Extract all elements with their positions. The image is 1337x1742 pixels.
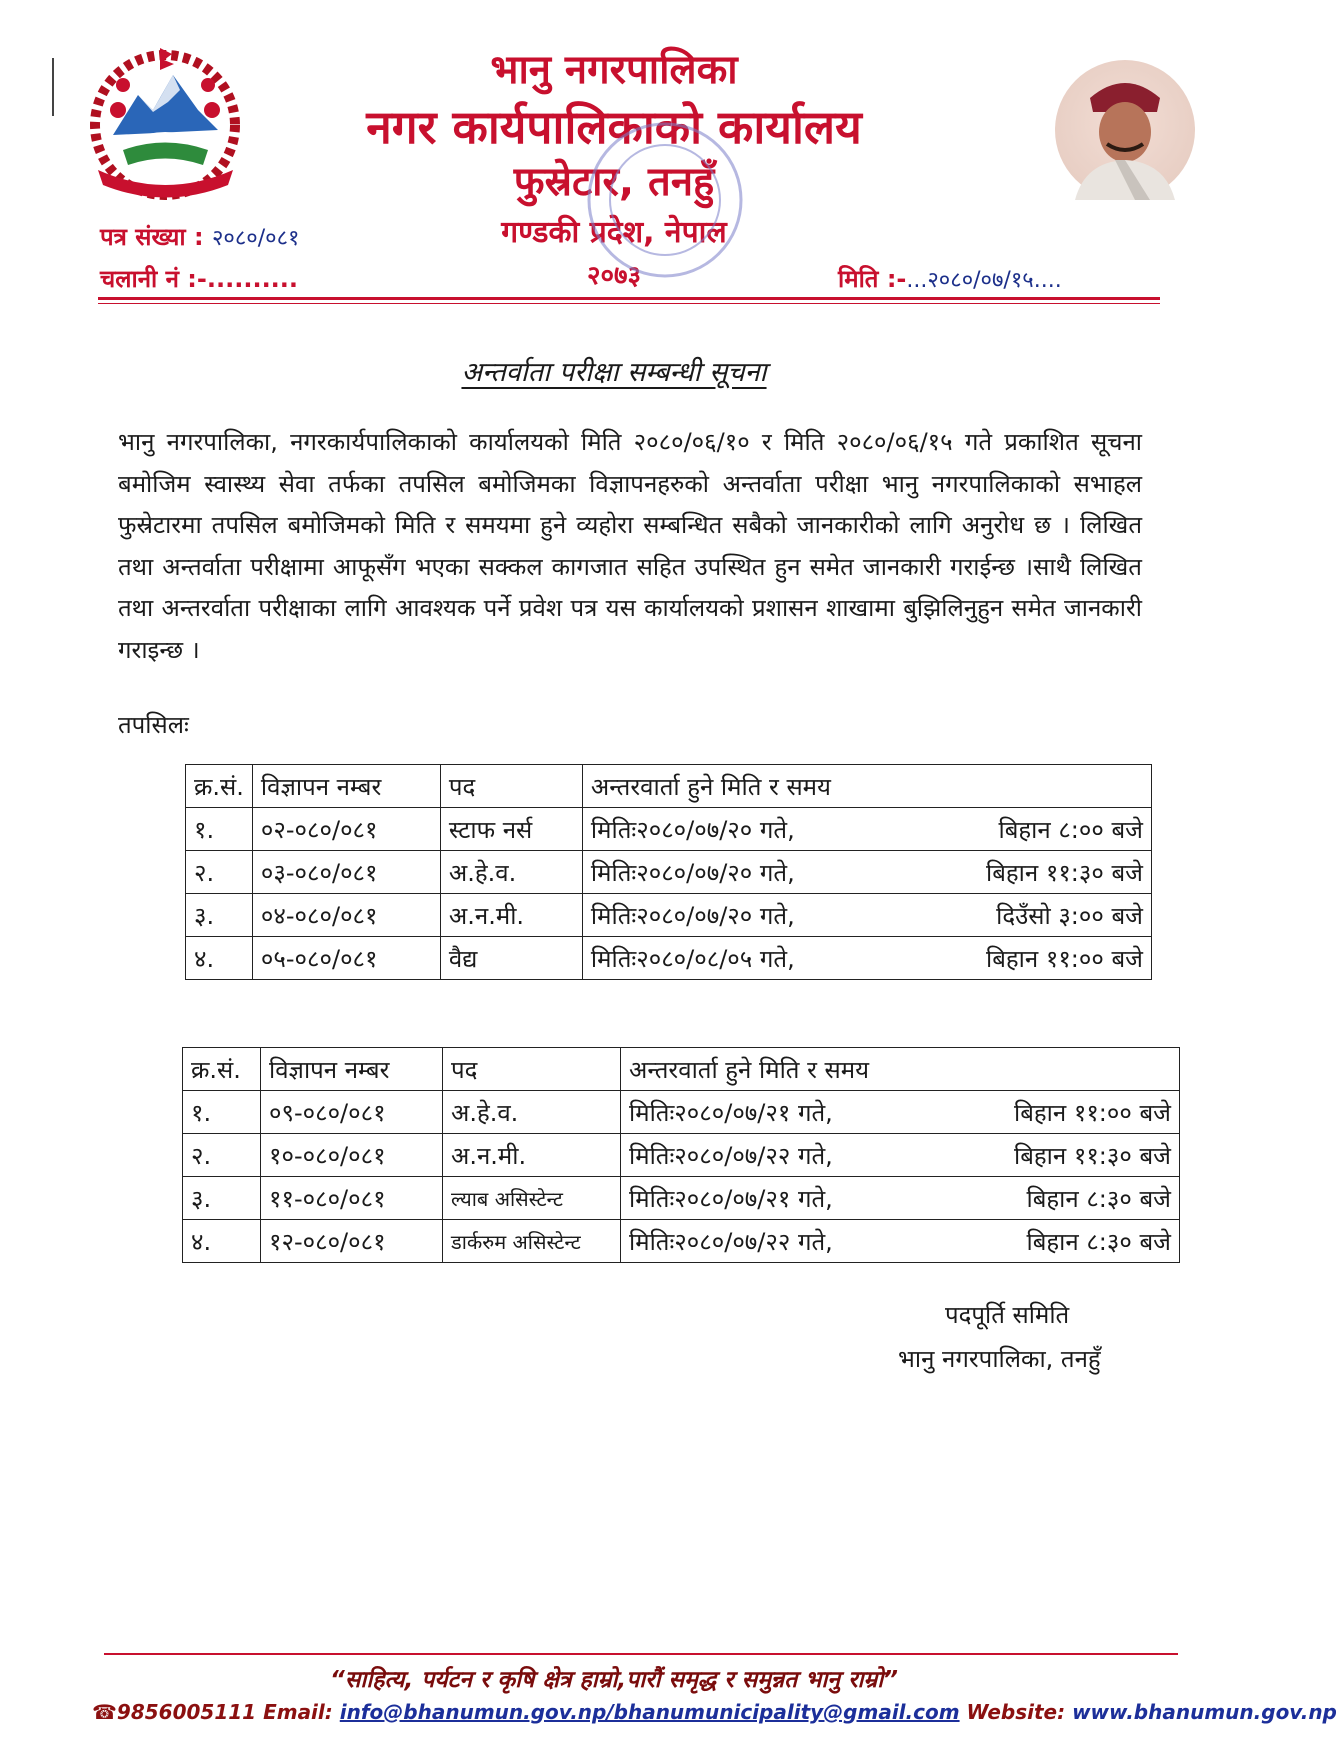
table-row <box>183 1091 1180 1134</box>
interview-schedule-table-1 <box>185 764 1152 980</box>
cell-adv: ११-०८०/०८१ <box>261 1177 443 1220</box>
cell-sn: ३. <box>183 1177 261 1220</box>
notice-subject <box>0 352 1228 389</box>
letter-date-value: ...२०८०/०७/१५.... <box>906 268 1062 293</box>
header-adv-number: विज्ञापन नम्बर <box>252 765 440 808</box>
cell-datetime <box>621 1134 1180 1177</box>
cell-post: अ.हे.व. <box>440 851 582 894</box>
cell-date: मितिः२०८०/०७/२० गते, <box>590 815 795 844</box>
cell-adv: १२-०८०/०८१ <box>261 1220 443 1263</box>
table-header-row <box>183 1048 1180 1091</box>
phone-number: 9856005111 <box>116 1700 257 1724</box>
cell-adv: ०२-०८०/०८१ <box>252 808 440 851</box>
signatory-office: भानु नगरपालिका, तनहुँ <box>898 1345 1101 1373</box>
cell-sn: १. <box>186 808 253 851</box>
established-year: २०७३ <box>586 261 642 291</box>
letter-date-label: मिति :- <box>838 265 907 293</box>
cell-adv: ०३-०८०/०८१ <box>252 851 440 894</box>
cell-sn: ४. <box>183 1220 261 1263</box>
details-label: तपसिलः <box>118 711 189 739</box>
footer-slogan: “साहित्य, पर्यटन र कृषि क्षेत्र हाम्रो,पारौं समृद्ध र समुन्नत भानु राम्रो” <box>330 1667 898 1693</box>
cell-sn: ४. <box>186 937 253 980</box>
cell-time: बिहान ११:३० बजे <box>986 858 1143 887</box>
website-link[interactable]: www.bhanumun.gov.np <box>1072 1700 1337 1724</box>
cell-sn: २. <box>183 1134 261 1177</box>
letter-number-label: पत्र संख्या : <box>100 223 204 251</box>
table-row <box>186 894 1152 937</box>
office-location: फुस्रेटार, तनहुँ <box>513 159 715 205</box>
cell-datetime <box>621 1177 1180 1220</box>
cell-post: डार्करुम असिस्टेन्ट <box>443 1220 621 1263</box>
cell-datetime <box>621 1220 1180 1263</box>
cell-datetime <box>621 1091 1180 1134</box>
cell-post: अ.न.मी. <box>443 1134 621 1177</box>
cell-time: बिहान ११:३० बजे <box>1014 1141 1171 1170</box>
portrait-icon <box>1055 60 1195 200</box>
header-datetime: अन्तरवार्ता हुने मिति र समय <box>582 765 1151 808</box>
cell-datetime <box>582 894 1151 937</box>
cell-adv: ०४-०८०/०८१ <box>252 894 440 937</box>
cell-date: मितिः२०८०/०७/२० गते, <box>590 901 795 930</box>
cell-date: मितिः२०८०/०७/२१ गते, <box>629 1184 833 1213</box>
table-row <box>186 808 1152 851</box>
province-country: गण्डकी प्रदेश, नेपाल <box>501 215 727 250</box>
notice-subject-text: अन्तर्वाता परीक्षा सम्बन्धी सूचना <box>461 357 767 388</box>
table-row <box>183 1220 1180 1263</box>
dispatch-number <box>100 262 298 295</box>
cell-adv: १०-०८०/०८१ <box>261 1134 443 1177</box>
cell-sn: १. <box>183 1091 261 1134</box>
cell-adv: ०९-०८०/०८१ <box>261 1091 443 1134</box>
cell-adv: ०५-०८०/०८१ <box>252 937 440 980</box>
footer-divider <box>104 1653 1178 1655</box>
cell-post: स्टाफ नर्स <box>440 808 582 851</box>
cell-time: बिहान ८:३० बजे <box>1026 1184 1171 1213</box>
cell-time: बिहान ८:०० बजे <box>998 815 1143 844</box>
letter-date <box>838 262 1062 295</box>
office-name: नगर कार्यपालिकाको कार्यालय <box>366 100 862 154</box>
cell-datetime <box>582 808 1151 851</box>
header-divider <box>98 297 1160 300</box>
header-adv-number: विज्ञापन नम्बर <box>261 1048 443 1091</box>
notice-body: भानु नगरपालिका, नगरकार्यपालिकाको कार्यालयको मिति २०८०/०६/१० र मिति २०८०/०६/१५ गते प्रकाशित सूचना बमोजिम स्वास्थ्य सेवा तर्फका तपसिल बमोजिमका विज्ञापनहरुको अन्तर्वाता परीक्षा भानु नगरपालिकाको सभाहल फुस्रेटारमा तपसिल बमोजिमको मिति र समयमा हुने व्यहोरा सम्बन्धित सबैको जानकारीको लागि अनुरोध छ । लिखित तथा अन्तर्वाता परीक्षामा आफूसँग भएका सक्कल कागजात सहित उपस्थित हुन समेत जानकारी गराईन्छ ।साथै लिखित तथा अन्तरर्वाता परीक्षाका लागि आवश्यक पर्ने प्रवेश पत्र यस कार्यालयको प्रशासन शाखामा बुझिलिनुहुन समेत जानकारी गराइन्छ । <box>118 428 1142 664</box>
interview-schedule-table-2 <box>182 1047 1180 1263</box>
cell-time: बिहान ११:०० बजे <box>1014 1098 1171 1127</box>
cell-time: बिहान ११:०० बजे <box>986 944 1143 973</box>
signatory-committee: पदपूर्ति समिति <box>945 1301 1070 1329</box>
email-label: Email: <box>263 1700 333 1724</box>
cell-post: वैद्य <box>440 937 582 980</box>
cell-sn: २. <box>186 851 253 894</box>
header-sn: क्र.सं. <box>186 765 253 808</box>
table-row <box>183 1177 1180 1220</box>
email-link[interactable]: info@bhanumun.gov.np/bhanumunicipality@gmail.com <box>339 1700 960 1724</box>
header-divider-thin <box>98 303 1160 304</box>
cell-date: मितिः२०८०/०७/२२ गते, <box>629 1141 833 1170</box>
cell-time: बिहान ८:३० बजे <box>1026 1227 1171 1256</box>
letter-number-value: २०८०/०८१ <box>211 226 300 251</box>
cell-date: मितिः२०८०/०८/०५ गते, <box>590 944 795 973</box>
bhanubhakta-portrait <box>1055 60 1195 200</box>
table-row <box>183 1134 1180 1177</box>
dispatch-number-value: .......... <box>206 265 299 293</box>
cell-post: ल्याब असिस्टेन्ट <box>443 1177 621 1220</box>
cell-sn: ३. <box>186 894 253 937</box>
municipality-name: भानु नगरपालिका <box>490 47 738 93</box>
header-sn: क्र.सं. <box>183 1048 261 1091</box>
cell-datetime <box>582 851 1151 894</box>
cell-date: मितिः२०८०/०७/२१ गते, <box>629 1098 833 1127</box>
footer-contact <box>92 1700 1337 1724</box>
cell-post: अ.हे.व. <box>443 1091 621 1134</box>
website-label: Website: <box>966 1700 1066 1724</box>
office-stamp-icon <box>580 115 750 285</box>
table-row <box>186 851 1152 894</box>
dispatch-number-label: चलानी नं :- <box>100 265 207 293</box>
cell-post: अ.न.मी. <box>440 894 582 937</box>
cell-date: मितिः२०८०/०७/२२ गते, <box>629 1227 833 1256</box>
cell-date: मितिः२०८०/०७/२० गते, <box>590 858 795 887</box>
header-datetime: अन्तरवार्ता हुने मिति र समय <box>621 1048 1180 1091</box>
phone-icon: ☎ <box>92 1700 117 1724</box>
letter-number <box>100 220 299 253</box>
cell-datetime <box>582 937 1151 980</box>
cell-time: दिउँसो ३:०० बजे <box>996 901 1143 930</box>
table-row <box>186 937 1152 980</box>
header-post: पद <box>443 1048 621 1091</box>
table-header-row <box>186 765 1152 808</box>
header-post: पद <box>440 765 582 808</box>
